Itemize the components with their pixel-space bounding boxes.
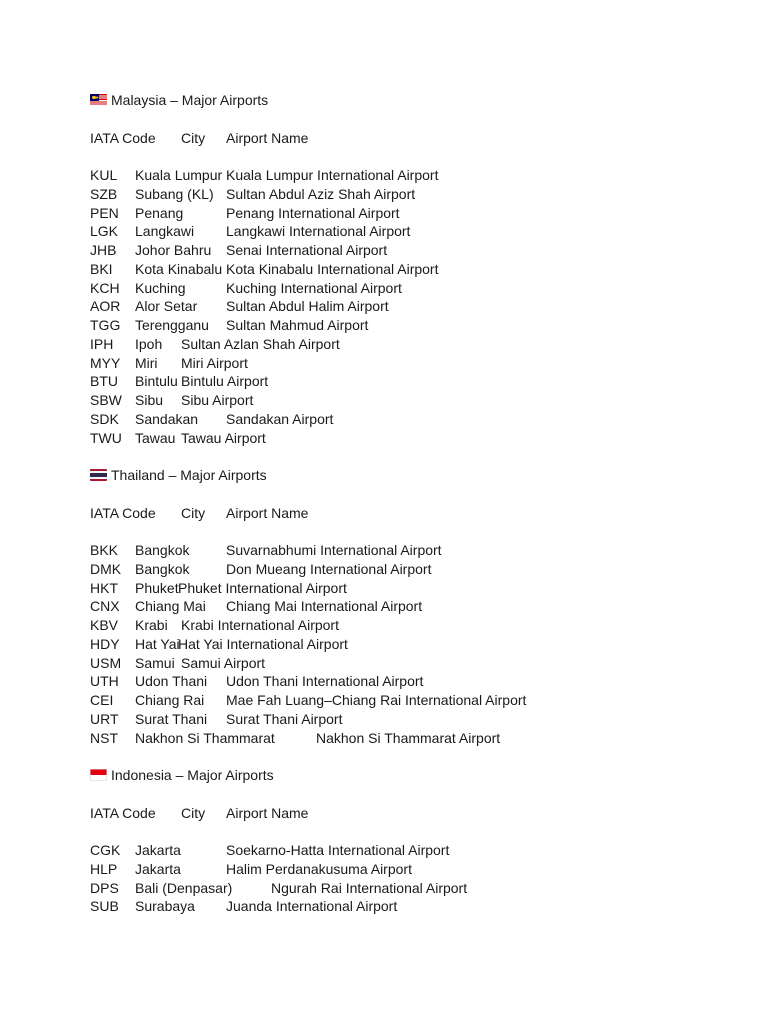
thailand-flag-icon bbox=[90, 469, 107, 481]
row-airport-name: Phuket International Airport bbox=[178, 579, 347, 596]
row-city: Kota Kinabalu bbox=[135, 260, 223, 277]
row-code: URT bbox=[90, 710, 119, 727]
table-row bbox=[90, 841, 750, 860]
row-city: Surabaya bbox=[135, 898, 195, 915]
row-city: Phuket bbox=[135, 579, 179, 596]
table-row bbox=[90, 729, 750, 748]
table-row bbox=[90, 597, 750, 616]
table-row bbox=[90, 560, 750, 579]
section-heading-indonesia bbox=[90, 766, 750, 785]
row-city: Penang bbox=[135, 204, 184, 221]
row-code: CGK bbox=[90, 842, 121, 858]
header-city: City bbox=[181, 129, 206, 146]
section-title: Thailand – Major Airports bbox=[111, 467, 267, 483]
table-row bbox=[90, 260, 750, 279]
table-row bbox=[90, 616, 750, 635]
row-airport-name: Mae Fah Luang–Chiang Rai International Airport bbox=[226, 692, 527, 708]
row-code: JHB bbox=[90, 242, 117, 258]
row-city: Subang (KL) bbox=[135, 185, 214, 202]
row-city: Alor Setar bbox=[135, 298, 198, 315]
row-code: LGK bbox=[90, 223, 119, 240]
table-row bbox=[90, 541, 750, 560]
header-iata-code: IATA Code bbox=[90, 804, 156, 821]
row-code: DPS bbox=[90, 879, 119, 896]
row-airport-name: Kota Kinabalu International Airport bbox=[226, 260, 439, 277]
table-header bbox=[90, 129, 750, 148]
row-airport-name: Sibu Airport bbox=[181, 392, 254, 408]
table-row bbox=[90, 316, 750, 335]
row-airport-name: Juanda International Airport bbox=[226, 898, 398, 915]
row-code: HLP bbox=[90, 860, 118, 877]
row-code: IPH bbox=[90, 335, 114, 352]
row-code: BKK bbox=[90, 542, 119, 558]
row-airport-name: Sultan Abdul Aziz Shah Airport bbox=[226, 185, 416, 202]
row-city: Langkawi bbox=[135, 223, 195, 240]
row-code: KBV bbox=[90, 617, 119, 633]
row-city: Surat Thani bbox=[135, 710, 208, 727]
table-row bbox=[90, 335, 750, 354]
table-row bbox=[90, 391, 750, 410]
row-code: SZB bbox=[90, 185, 118, 202]
row-code: NST bbox=[90, 729, 118, 746]
header-airport-name: Airport Name bbox=[226, 804, 309, 821]
row-airport-name: Soekarno-Hatta International Airport bbox=[226, 842, 450, 858]
table-header bbox=[90, 804, 750, 823]
row-code: KCH bbox=[90, 279, 120, 296]
row-airport-name: Hat Yai International Airport bbox=[178, 635, 348, 652]
header-airport-name: Airport Name bbox=[226, 504, 309, 521]
table-row bbox=[90, 185, 750, 204]
row-city: Miri bbox=[135, 354, 158, 371]
table-row bbox=[90, 654, 750, 673]
row-city: Terengganu bbox=[135, 317, 209, 333]
row-airport-name: Nakhon Si Thammarat Airport bbox=[316, 729, 501, 746]
row-airport-name: Bintulu Airport bbox=[181, 373, 269, 390]
row-city: Nakhon Si Thammarat bbox=[135, 729, 275, 746]
table-row bbox=[90, 279, 750, 298]
row-city: Sandakan bbox=[135, 410, 199, 427]
row-code: HKT bbox=[90, 579, 118, 596]
table-row bbox=[90, 297, 750, 316]
table-row bbox=[90, 410, 750, 429]
row-city: Bangkok bbox=[135, 560, 190, 577]
row-airport-name: Kuala Lumpur International Airport bbox=[226, 167, 439, 183]
row-airport-name: Tawau Airport bbox=[181, 429, 266, 446]
section-title: Indonesia – Major Airports bbox=[111, 767, 274, 783]
row-airport-name: Senai International Airport bbox=[226, 242, 388, 258]
row-city: Kuala Lumpur bbox=[135, 167, 223, 183]
row-code: TGG bbox=[90, 317, 121, 333]
row-city: Kuching bbox=[135, 279, 186, 296]
row-city: Johor Bahru bbox=[135, 242, 212, 258]
section-title: Malaysia – Major Airports bbox=[111, 92, 269, 108]
section-heading-thailand bbox=[90, 466, 750, 485]
table-header bbox=[90, 504, 750, 523]
row-city: Bali (Denpasar) bbox=[135, 879, 233, 896]
table-row bbox=[90, 429, 750, 448]
table-row bbox=[90, 372, 750, 391]
row-airport-name: Krabi International Airport bbox=[181, 617, 339, 633]
row-city: Sibu bbox=[135, 392, 164, 408]
table-row bbox=[90, 879, 750, 898]
row-airport-name: Langkawi International Airport bbox=[226, 223, 411, 240]
row-city: Chiang Rai bbox=[135, 692, 205, 708]
header-iata-code: IATA Code bbox=[90, 504, 156, 521]
row-city: Krabi bbox=[135, 617, 168, 633]
row-code: CNX bbox=[90, 598, 120, 615]
table-row bbox=[90, 204, 750, 223]
document-page bbox=[90, 91, 750, 916]
row-code: SUB bbox=[90, 898, 119, 915]
row-code: SDK bbox=[90, 410, 119, 427]
table-row bbox=[90, 579, 750, 598]
row-city: Bintulu bbox=[135, 373, 178, 390]
header-airport-name: Airport Name bbox=[226, 129, 309, 146]
row-code: UTH bbox=[90, 673, 119, 690]
row-airport-name: Miri Airport bbox=[181, 354, 248, 371]
section-heading-malaysia bbox=[90, 91, 750, 110]
row-city: Bangkok bbox=[135, 542, 190, 558]
row-airport-name: Sultan Azlan Shah Airport bbox=[181, 335, 340, 352]
header-city: City bbox=[181, 504, 206, 521]
row-code: CEI bbox=[90, 692, 114, 708]
row-city: Ipoh bbox=[135, 335, 163, 352]
row-city: Udon Thani bbox=[135, 673, 208, 690]
table-row bbox=[90, 672, 750, 691]
row-airport-name: Penang International Airport bbox=[226, 204, 400, 221]
row-airport-name: Suvarnabhumi International Airport bbox=[226, 542, 442, 558]
table-row bbox=[90, 222, 750, 241]
row-airport-name: Ngurah Rai International Airport bbox=[271, 879, 468, 896]
indonesia-flag-icon bbox=[90, 769, 107, 781]
row-airport-name: Sultan Mahmud Airport bbox=[226, 317, 369, 333]
row-city: Tawau bbox=[135, 429, 176, 446]
row-code: KUL bbox=[90, 167, 118, 183]
row-airport-name: Chiang Mai International Airport bbox=[226, 598, 423, 615]
table-row bbox=[90, 860, 750, 879]
row-code: MYY bbox=[90, 354, 121, 371]
header-iata-code: IATA Code bbox=[90, 129, 156, 146]
row-airport-name: Halim Perdanakusuma Airport bbox=[226, 860, 412, 877]
row-code: PEN bbox=[90, 204, 119, 221]
row-code: USM bbox=[90, 654, 122, 671]
row-city: Samui bbox=[135, 654, 175, 671]
table-row bbox=[90, 710, 750, 729]
row-code: AOR bbox=[90, 298, 121, 315]
row-airport-name: Sandakan Airport bbox=[226, 410, 334, 427]
row-code: DMK bbox=[90, 560, 122, 577]
malaysia-flag-icon bbox=[90, 94, 107, 106]
table-row bbox=[90, 635, 750, 654]
row-code: BKI bbox=[90, 260, 113, 277]
row-airport-name: Surat Thani Airport bbox=[226, 710, 343, 727]
row-city: Chiang Mai bbox=[135, 598, 206, 615]
row-airport-name: Samui Airport bbox=[181, 654, 266, 671]
row-airport-name: Udon Thani International Airport bbox=[226, 673, 424, 690]
table-row bbox=[90, 166, 750, 185]
row-code: SBW bbox=[90, 392, 122, 408]
table-row bbox=[90, 241, 750, 260]
row-airport-name: Sultan Abdul Halim Airport bbox=[226, 298, 389, 315]
table-row bbox=[90, 354, 750, 373]
row-code: TWU bbox=[90, 429, 122, 446]
table-row bbox=[90, 691, 750, 710]
header-city: City bbox=[181, 804, 206, 821]
row-city: Hat Yai bbox=[135, 635, 180, 652]
row-city: Jakarta bbox=[135, 842, 181, 858]
row-airport-name: Kuching International Airport bbox=[226, 279, 402, 296]
row-city: Jakarta bbox=[135, 860, 181, 877]
row-code: HDY bbox=[90, 635, 120, 652]
table-row bbox=[90, 897, 750, 916]
row-code: BTU bbox=[90, 373, 118, 390]
row-airport-name: Don Mueang International Airport bbox=[226, 560, 432, 577]
